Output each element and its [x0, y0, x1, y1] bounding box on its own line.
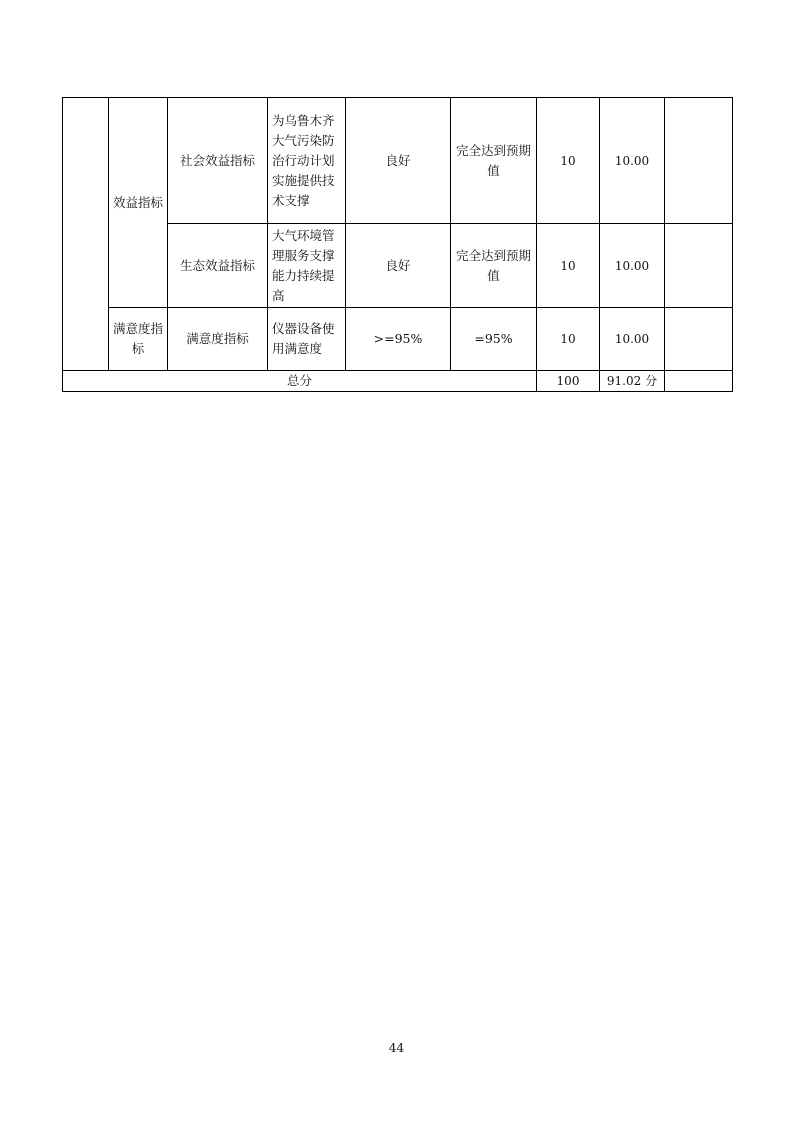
- indicator-cell: 为乌鲁木齐大气污染防治行动计划实施提供技术支撑: [268, 98, 346, 224]
- category-label: 效益指标: [112, 194, 163, 210]
- total-label: 总分: [63, 371, 537, 392]
- table-row: [63, 98, 733, 224]
- blank-outer-cell: [63, 98, 109, 371]
- actual-cell: 完全达到预期值: [451, 224, 537, 308]
- total-note: [665, 371, 733, 392]
- score-cell: 10.00: [600, 98, 665, 224]
- actual-cell: 完全达到预期值: [451, 98, 537, 224]
- category-cell: [109, 98, 168, 308]
- total-row: [63, 371, 733, 392]
- page-number: 44: [388, 1041, 405, 1055]
- note-cell: [665, 224, 733, 308]
- weight-cell: 10: [537, 98, 600, 224]
- total-score: 91.02 分: [600, 371, 665, 392]
- score-cell: 10.00: [600, 308, 665, 371]
- subcategory-cell: 生态效益指标: [168, 224, 268, 308]
- weight-cell: 10: [537, 308, 600, 371]
- category-cell: 满意度指标: [109, 308, 168, 371]
- subcategory-cell: 社会效益指标: [168, 98, 268, 224]
- actual-cell: =95%: [451, 308, 537, 371]
- weight-cell: 10: [537, 224, 600, 308]
- target-cell: 良好: [346, 224, 451, 308]
- target-cell: >=95%: [346, 308, 451, 371]
- note-cell: [665, 98, 733, 224]
- indicator-cell: 仪器设备使用满意度: [268, 308, 346, 371]
- note-cell: [665, 308, 733, 371]
- score-cell: 10.00: [600, 224, 665, 308]
- performance-table: [62, 97, 733, 392]
- total-weight: 100: [537, 371, 600, 392]
- indicator-cell: 大气环境管理服务支撑能力持续提高: [268, 224, 346, 308]
- table-row: [63, 308, 733, 371]
- subcategory-cell: 满意度指标: [168, 308, 268, 371]
- target-cell: 良好: [346, 98, 451, 224]
